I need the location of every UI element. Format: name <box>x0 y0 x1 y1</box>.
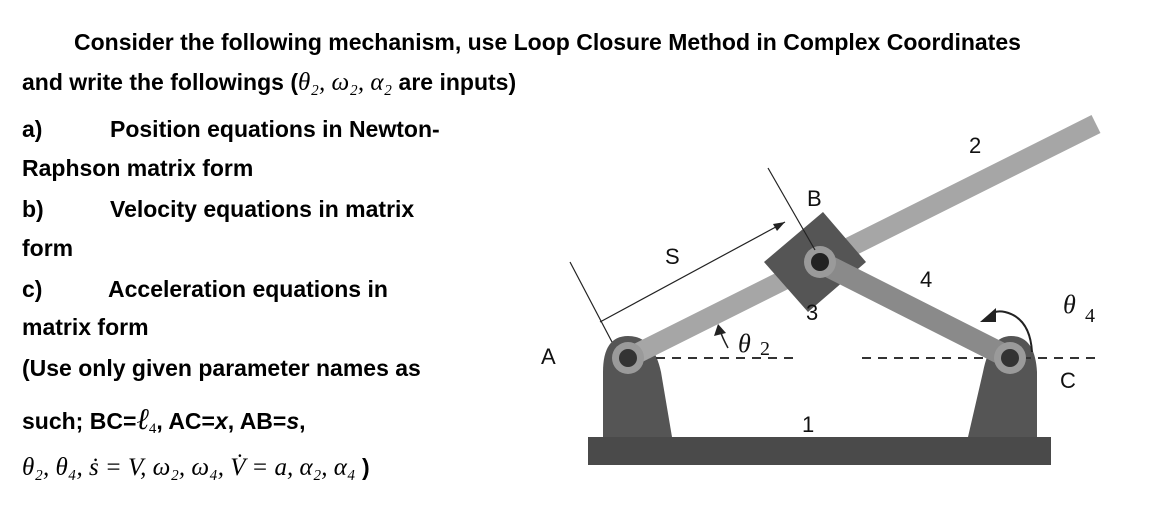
label-s: S <box>665 244 680 269</box>
theta4-arrowhead-icon <box>980 308 996 322</box>
var-s: s <box>286 408 300 434</box>
label-theta2: θ <box>738 329 751 358</box>
joint-c-pin <box>1001 349 1019 367</box>
link-4-bar <box>820 262 1010 358</box>
label-point-b: B <box>807 186 822 211</box>
item-a-text-2: Raphson matrix form <box>22 155 254 181</box>
var-x: x <box>214 408 228 434</box>
item-a-text-1: Position equations in Newton- <box>110 116 440 142</box>
label-point-c: C <box>1060 368 1076 393</box>
note-close: ) <box>355 454 370 480</box>
s-extension-left <box>570 262 612 342</box>
parameter-list: θ₂, θ₄, ṡ = V, ω₂, ω₄, V̇ = a, α₂, α₄ <box>22 454 356 481</box>
label-point-a: A <box>541 344 556 369</box>
item-c-marker: c) <box>22 276 43 302</box>
label-link-1: 1 <box>802 412 815 437</box>
input-variables: θ₂, ω₂, α₂ <box>298 69 393 96</box>
ell-subscript: 4 <box>148 420 157 437</box>
joint-a-pin <box>619 349 637 367</box>
intro-text-2-suffix: are inputs) <box>392 69 517 95</box>
link-2-rod <box>628 124 1096 358</box>
note-prefix: such; BC= <box>22 408 137 434</box>
note-ab: , AB= <box>227 408 287 434</box>
item-c-text-1: Acceleration equations in <box>108 276 388 302</box>
label-link-2: 2 <box>969 133 982 158</box>
item-b-marker: b) <box>22 196 44 222</box>
ground-base <box>588 437 1051 465</box>
label-theta2-subscript: 2 <box>760 338 770 360</box>
joint-b-pin <box>811 253 829 271</box>
note-ac: , AC= <box>156 408 215 434</box>
item-c-text-2: matrix form <box>22 314 149 340</box>
label-theta4: θ <box>1063 290 1076 319</box>
theta2-arrowhead-icon <box>714 324 726 336</box>
s-arrowhead-icon <box>773 222 785 231</box>
label-link-4: 4 <box>920 267 933 292</box>
item-b-text-1: Velocity equations in matrix <box>110 196 415 222</box>
intro-text-2-prefix: and write the followings ( <box>22 69 298 95</box>
label-theta4-subscript: 4 <box>1085 305 1095 327</box>
intro-text-1: Consider the following mechanism, use Loop Closure Method in Complex Coordinates <box>74 29 1021 55</box>
label-link-3: 3 <box>806 300 819 325</box>
note-comma: , <box>299 408 306 434</box>
item-a-marker: a) <box>22 116 43 142</box>
note-text-1: (Use only given parameter names as <box>22 355 421 381</box>
ell-symbol: ℓ <box>136 403 149 436</box>
s-dimension-line <box>600 222 785 322</box>
item-b-text-2: form <box>22 235 74 261</box>
